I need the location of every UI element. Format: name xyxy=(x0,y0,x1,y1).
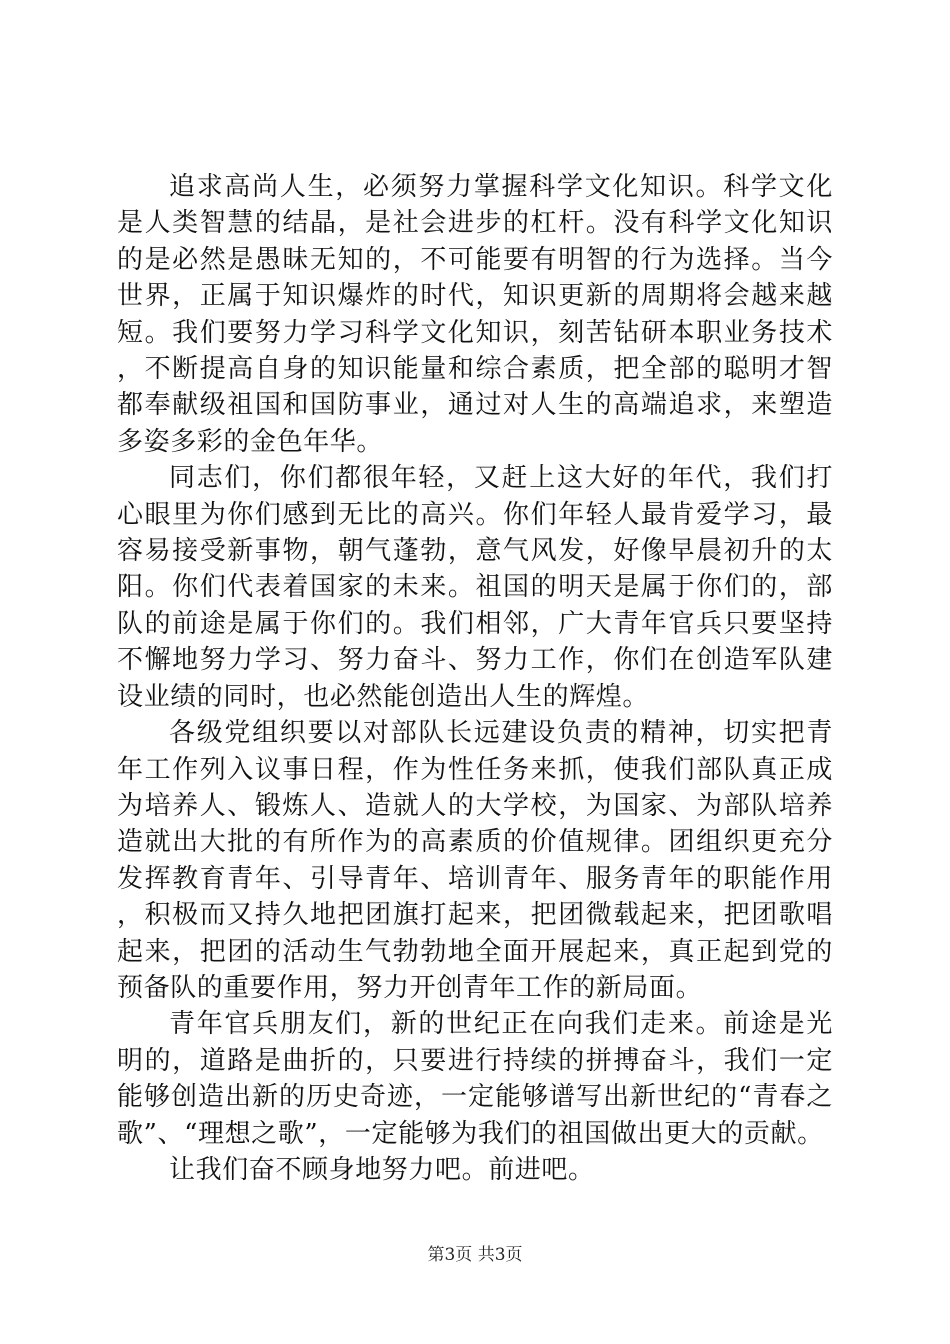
page-number-footer: 第3页 共3页 xyxy=(427,1245,523,1265)
paragraph-young-officers: 青年官兵朋友们，新的世纪正在向我们走来。前途是光明的，道路是曲折的，只要进行持续的拼搏奋斗，我们一定能够创造出新的历史奇迹，一定能够谱写出新世纪的“青春之歌”、“理想之歌”，一定能够为我们的祖国做出更大的贡献。 xyxy=(117,1009,833,1149)
paragraph-closing: 让我们奋不顾身地努力吧。前进吧。 xyxy=(169,1154,595,1185)
document-body xyxy=(117,169,833,1188)
paragraph-party-organizations: 各级党组织要以对部队长远建设负责的精神，切实把青年工作列入议事日程，作为性任务来抓，使我们部队真正成为培养人、锻炼人、造就人的大学校，为国家、为部队培养造就出大批的有所作为的高素质的价值规律。团组织更充分发挥教育青年、引导青年、培训青年、服务青年的职能作用，积极而又持久地把团旗打起来，把团微载起来，把团歌唱起来，把团的活动生气勃勃地全面开展起来，真正起到党的预备队的重要作用，努力开创青年工作的新局面。 xyxy=(117,718,833,1003)
paragraph-comrades: 同志们，你们都很年轻，又赶上这大好的年代，我们打心眼里为你们感到无比的高兴。你们年轻人最肯爱学习，最容易接受新事物，朝气蓬勃，意气风发，好像早晨初升的太阳。你们代表着国家的未来。祖国的明天是属于你们的，部队的前途是属于你们的。我们相邻，广大青年官兵只要坚持不懈地努力学习、努力奋斗、努力工作，你们在创造军队建设业绩的同时，也必然能创造出人生的辉煌。 xyxy=(117,463,833,712)
paragraph-science-knowledge: 追求高尚人生，必须努力掌握科学文化知识。科学文化是人类智慧的结晶，是社会进步的杠杆。没有科学文化知识的是必然是愚昧无知的，不可能要有明智的行为选择。当今世界，正属于知识爆炸的时代，知识更新的周期将会越来越短。我们要努力学习科学文化知识，刻苦钻研本职业务技术，不断提高自身的知识能量和综合素质，把全部的聪明才智都奉献级祖国和国防事业，通过对人生的高端追求，来塑造多姿多彩的金色年华。 xyxy=(117,172,833,457)
